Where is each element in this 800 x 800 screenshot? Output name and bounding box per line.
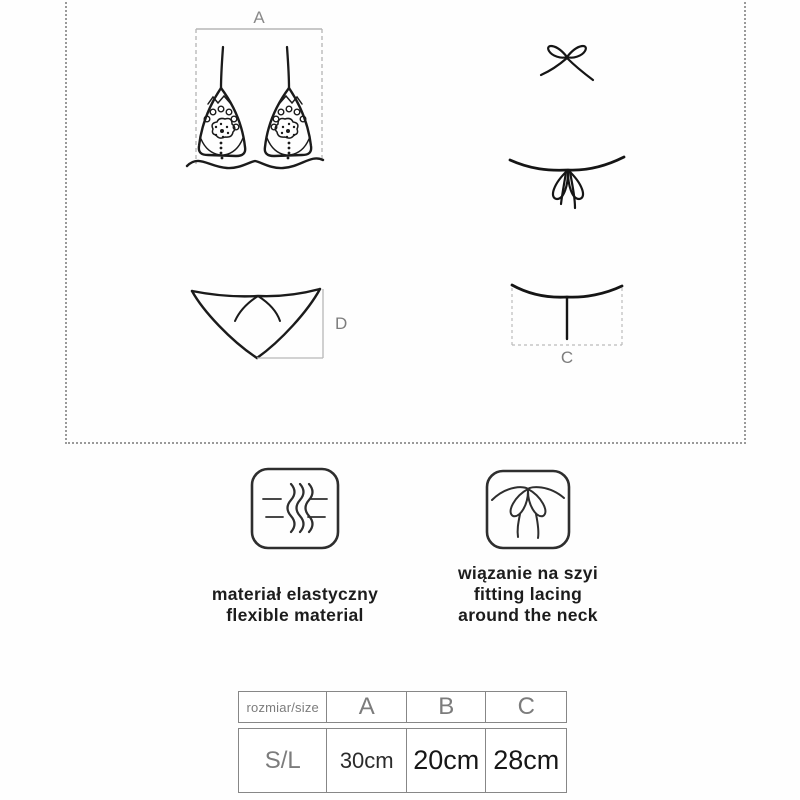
value-b-cell: 20cm (407, 729, 487, 792)
diagram-frame (65, 0, 746, 444)
measure-label-a: A (253, 8, 265, 27)
bra-cup-right (265, 47, 311, 159)
size-table-header-size: rozmiar/size (239, 692, 327, 722)
value-a-cell: 30cm (327, 729, 407, 792)
bra-cup (199, 47, 245, 159)
panty-back-drawing (505, 278, 635, 373)
neck-lacing-icon (485, 469, 571, 550)
wave-lines-icon (250, 467, 340, 550)
caption-line: flexible material (226, 605, 364, 625)
measure-label-c: C (560, 348, 574, 367)
size-cell: S/L (239, 729, 327, 792)
caption-line: fitting lacing (473, 584, 583, 604)
size-table-header-c: C (517, 693, 535, 720)
bra-front-drawing (175, 4, 345, 189)
size-table-data-row (238, 728, 567, 793)
size-table (238, 691, 567, 793)
value-c-cell: 28cm (493, 745, 560, 775)
size-table-header-a: A (327, 692, 407, 722)
caption-line: materiał elastyczny (211, 584, 379, 604)
back-band-bow (510, 157, 624, 208)
size-table-header-row (238, 691, 567, 723)
feature-caption-lacing (413, 563, 643, 626)
measure-label-d: D (335, 314, 348, 333)
size-table-header-b: B (407, 692, 487, 722)
caption-line: around the neck (458, 605, 598, 625)
bra-back-drawing (500, 35, 635, 215)
neck-bow (541, 46, 593, 80)
caption-line: wiązanie na szyi (458, 563, 598, 583)
feature-caption-flexible (180, 584, 410, 626)
panty-front-drawing (185, 283, 355, 368)
bra-underband (187, 158, 323, 168)
